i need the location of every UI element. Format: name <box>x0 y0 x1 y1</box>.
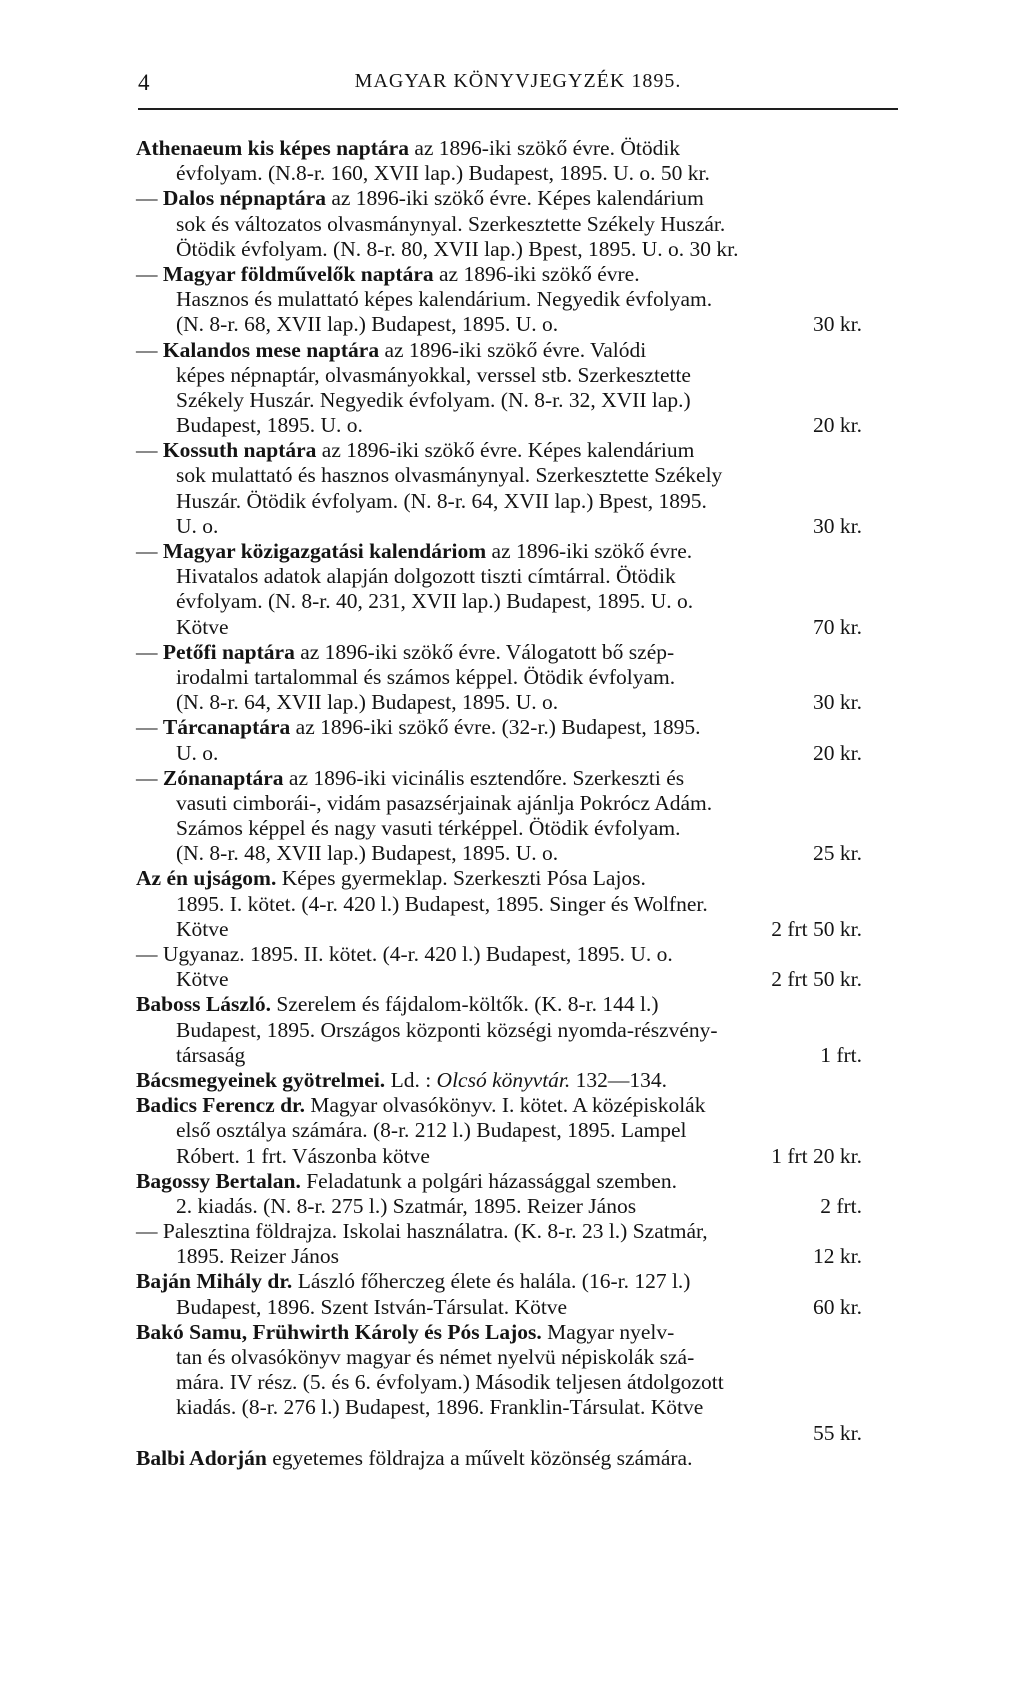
catalog-line <box>136 866 902 891</box>
price: 55 kr. <box>813 1420 862 1445</box>
entry-text: az 1896-iki szökő évre. <box>486 539 693 563</box>
line-text <box>176 816 681 841</box>
running-title: MAGYAR KÖNYVJEGYZÉK 1895. <box>354 70 682 92</box>
catalog-line <box>136 640 902 665</box>
line-text <box>136 1093 705 1118</box>
catalog-line <box>136 237 902 262</box>
entry-text: első osztálya számára. (8-r. 212 l.) Budapest, 1895. Lampel <box>176 1118 687 1143</box>
catalog-line <box>136 992 902 1017</box>
line-text <box>176 615 229 640</box>
line-text <box>176 589 693 614</box>
line-text <box>176 1395 703 1420</box>
catalog-line <box>136 1194 902 1219</box>
entry-text: Kötve <box>176 967 229 992</box>
catalog-line <box>136 1169 902 1194</box>
catalog-line <box>136 967 902 992</box>
catalog-line <box>136 463 902 488</box>
catalog-line <box>136 917 902 942</box>
catalog-line <box>136 212 902 237</box>
entry-text: — Palesztina földrajza. Iskolai használatra. (K. 8-r. 23 l.) Szatmár, <box>136 1219 708 1244</box>
line-text <box>176 690 558 715</box>
entry-text: Budapest, 1896. Szent István-Társulat. Kötve <box>176 1294 568 1319</box>
line-text <box>136 338 646 363</box>
line-text <box>176 237 739 262</box>
entry-text: — <box>136 715 163 740</box>
catalog-line <box>136 438 902 463</box>
entry-text: Feladatunk a polgári házassággal szemben. <box>300 1168 677 1193</box>
line-text <box>176 1244 339 1269</box>
catalog-line <box>136 1295 902 1320</box>
catalog-line <box>136 539 902 564</box>
entry-heading: Magyar közigazgatási kalendáriom <box>162 539 487 563</box>
line-text <box>136 438 694 463</box>
line-text <box>176 514 218 539</box>
line-text <box>176 1194 636 1219</box>
line-text <box>176 1370 724 1395</box>
entry-text: Ötödik évfolyam. (N. 8-r. 80, XVII lap.) Bpest, 1895. U. o. 30 kr. <box>176 236 739 261</box>
entry-heading: Petőfi naptára <box>162 639 295 664</box>
entry-text: képes népnaptár, olvasmányokkal, verssel stb. Szerkesztette <box>176 362 691 387</box>
entry-heading: Kossuth naptára <box>162 438 317 463</box>
entry-text: az 1896-iki vicinális esztendőre. Szerkeszti és <box>283 765 685 790</box>
entry-text: az 1896-iki szökő évre. Válogatott bő szép- <box>294 639 675 664</box>
line-text <box>176 1043 245 1068</box>
line-text <box>176 665 675 690</box>
line-text <box>176 161 710 186</box>
entry-heading: Baján Mihály dr. <box>136 1269 293 1294</box>
entry-text: az 1896-iki szökő évre. (32-r.) Budapest, 1895. <box>290 715 701 740</box>
entry-text: (N. 8-r. 68, XVII lap.) Budapest, 1895. U. o. <box>176 312 559 337</box>
line-text <box>176 1118 686 1143</box>
line-text <box>136 992 659 1017</box>
page-header <box>138 62 898 102</box>
price: 2 frt 50 kr. <box>771 916 862 941</box>
entry-text: Kötve <box>176 614 229 639</box>
entry-text: Képes gyermeklap. Szerkeszti Pósa Lajos. <box>276 866 646 891</box>
price: 12 kr. <box>813 1244 862 1269</box>
line-text <box>176 1345 694 1370</box>
entry-text: U. o. <box>176 513 219 538</box>
line-text <box>176 388 691 413</box>
price: 60 kr. <box>813 1294 862 1319</box>
entry-text: Budapest, 1895. U. o. <box>176 413 363 438</box>
header-rule <box>138 108 898 110</box>
catalog-line <box>136 791 902 816</box>
catalog-line <box>136 514 902 539</box>
line-text <box>136 1068 667 1093</box>
price: 2 frt 50 kr. <box>771 967 862 992</box>
entry-heading: Bagossy Bertalan. <box>136 1168 301 1193</box>
catalog-line <box>136 1043 902 1068</box>
line-text <box>176 1018 718 1043</box>
price: 30 kr. <box>813 690 862 715</box>
entry-text: — <box>136 639 163 664</box>
entry-text: társaság <box>176 1042 246 1067</box>
line-text <box>136 715 700 740</box>
entry-text: irodalmi tartalommal és számos képpel. Ötödik évfolyam. <box>176 664 676 689</box>
entry-text: évfolyam. (N.8-r. 160, XVII lap.) Budapest, 1895. U. o. 50 kr. <box>176 161 710 186</box>
catalog-line <box>136 1244 902 1269</box>
line-text <box>176 892 708 917</box>
entry-text: Róbert. 1 frt. Vászonba kötve <box>176 1143 430 1168</box>
price: 1 frt. <box>820 1042 862 1067</box>
entry-heading: Dalos népnaptára <box>162 186 326 211</box>
line-text <box>176 967 229 992</box>
catalog-line <box>136 564 902 589</box>
line-text <box>176 564 676 589</box>
line-text <box>176 212 725 237</box>
line-text <box>136 766 684 791</box>
catalog-line <box>136 161 902 186</box>
entry-text: Magyar nyelv- <box>541 1319 675 1344</box>
catalog-line <box>136 690 902 715</box>
price: 70 kr. <box>813 614 862 639</box>
line-text <box>136 1169 677 1194</box>
entry-text: az 1896-iki szökő évre. Ötödik <box>408 136 681 160</box>
entry-heading: Tárcanaptára <box>162 715 291 740</box>
line-text <box>136 539 692 564</box>
line-text <box>176 312 558 337</box>
catalog-line <box>136 942 902 967</box>
entry-text: az 1896-iki szökő évre. Képes kalendárium <box>325 186 704 211</box>
entry-heading: Bácsmegyeinek gyötrelmei. <box>136 1067 386 1092</box>
catalog-line <box>136 136 902 161</box>
entry-text: U. o. <box>176 740 219 765</box>
catalog-line <box>136 312 902 337</box>
catalog-line <box>136 665 902 690</box>
catalog-line <box>136 1093 902 1118</box>
catalog-line <box>136 892 902 917</box>
entry-text: az 1896-iki szökő évre. Képes kalendárium <box>316 438 695 463</box>
entry-text: egyetemes földrajza a művelt közönség számára. <box>266 1445 693 1470</box>
catalog-line <box>136 186 902 211</box>
line-text <box>176 287 712 312</box>
entry-text: — <box>136 765 163 790</box>
catalog-line <box>136 715 902 740</box>
entry-heading: Kalandos mese naptára <box>162 337 380 362</box>
catalog-line <box>136 816 902 841</box>
catalog-line <box>136 413 902 438</box>
price: 20 kr. <box>813 413 862 438</box>
catalog-line <box>136 1421 902 1446</box>
catalog-line <box>136 1018 902 1043</box>
entry-text: — <box>136 261 163 286</box>
line-text <box>136 1269 690 1294</box>
line-text <box>176 413 363 438</box>
catalog-line <box>136 1446 902 1471</box>
line-text <box>136 1446 692 1471</box>
line-text <box>136 186 704 211</box>
entry-heading: Magyar földművelők naptára <box>162 261 434 286</box>
catalog-line <box>136 1144 902 1169</box>
catalog-line <box>136 287 902 312</box>
entry-heading: Az én ujságom. <box>136 866 277 891</box>
entry-text: sok és változatos olvasmánynyal. Szerkesztette Székely Huszár. <box>176 211 726 236</box>
line-text <box>176 791 712 816</box>
line-text <box>176 917 229 942</box>
price: 1 frt 20 kr. <box>771 1143 862 1168</box>
price: 20 kr. <box>813 740 862 765</box>
catalog-line <box>136 1269 902 1294</box>
entry-text: Székely Huszár. Negyedik évfolyam. (N. 8-r. 32, XVII lap.) <box>176 387 691 412</box>
entry-text: Hasznos és mulattató képes kalendárium. Negyedik évfolyam. <box>176 287 713 312</box>
catalog-line <box>136 388 902 413</box>
entry-text: vasuti cimborái-, vidám pasazsérjainak ajánlja Pokrócz Adám. <box>176 790 713 815</box>
line-text <box>176 363 691 388</box>
catalog-line <box>136 741 902 766</box>
line-text <box>176 489 707 514</box>
entry-text: — Ugyanaz. 1895. II. kötet. (4-r. 420 l.) Budapest, 1895. U. o. <box>136 942 673 966</box>
entry-text: az 1896-iki szökő évre. Valódi <box>379 337 647 362</box>
entry-text: mára. IV rész. (5. és 6. évfolyam.) Második teljesen átdolgozott <box>176 1370 724 1395</box>
price: 30 kr. <box>813 513 862 538</box>
page-number: 4 <box>138 70 150 95</box>
catalog-line <box>136 489 902 514</box>
entry-text: Hivatalos adatok alapján dolgozott tiszti címtárral. Ötödik <box>176 564 676 589</box>
catalog-line <box>136 262 902 287</box>
entry-text: évfolyam. (N. 8-r. 40, 231, XVII lap.) Budapest, 1895. U. o. <box>176 589 694 614</box>
catalog-line <box>136 841 902 866</box>
line-text <box>136 640 674 665</box>
catalog-line <box>136 1219 902 1244</box>
entry-text: kiadás. (8-r. 276 l.) Budapest, 1896. Franklin-Társulat. Kötve <box>176 1395 704 1420</box>
line-text <box>176 1144 430 1169</box>
line-text <box>136 136 680 161</box>
entry-text: — <box>136 186 163 211</box>
entry-text: 132—134. <box>570 1067 668 1092</box>
line-text <box>136 262 640 287</box>
line-text <box>176 463 722 488</box>
catalog-line <box>136 1320 902 1345</box>
line-text <box>136 1219 708 1244</box>
price: 2 frt. <box>820 1193 862 1218</box>
entry-text: Szerelem és fájdalom-költők. (K. 8-r. 144 l.) <box>271 992 659 1017</box>
entry-text: 1895. I. kötet. (4-r. 420 l.) Budapest, 1895. Singer és Wolfner. <box>176 891 708 916</box>
entry-heading: Athenaeum kis képes naptára <box>136 136 409 160</box>
catalog-line <box>136 363 902 388</box>
italic-reference: Olcsó könyvtár. <box>436 1067 571 1092</box>
entry-text: — <box>136 539 163 563</box>
entry-text: Ld. : <box>385 1067 437 1092</box>
catalog-line <box>136 1118 902 1143</box>
catalog-line <box>136 1395 902 1420</box>
entry-text: László főherczeg élete és halála. (16-r. 127 l.) <box>292 1269 691 1294</box>
entry-heading: Badics Ferencz dr. <box>136 1093 305 1118</box>
line-text <box>136 942 673 967</box>
price: 30 kr. <box>813 312 862 337</box>
catalog-line <box>136 766 902 791</box>
entry-text: Kötve <box>176 916 229 941</box>
entry-text: sok mulattató és hasznos olvasmánynyal. Szerkesztette Székely <box>176 463 723 488</box>
line-text <box>136 866 646 891</box>
entry-text: — <box>136 337 163 362</box>
entry-text: 1895. Reizer János <box>176 1244 340 1269</box>
entry-heading: Bakó Samu, Frühwirth Károly és Pós Lajos. <box>136 1319 542 1344</box>
catalog-line <box>136 615 902 640</box>
price: 25 kr. <box>813 841 862 866</box>
catalog-line <box>136 1068 902 1093</box>
line-text <box>176 841 558 866</box>
entry-text: tan és olvasókönyv magyar és német nyelvü népiskolák szá- <box>176 1345 695 1369</box>
entry-text: — <box>136 438 163 463</box>
line-text <box>136 1320 674 1345</box>
entry-text: (N. 8-r. 48, XVII lap.) Budapest, 1895. U. o. <box>176 841 559 866</box>
entry-text: Huszár. Ötödik évfolyam. (N. 8-r. 64, XVII lap.) Bpest, 1895. <box>176 488 707 513</box>
entry-text: Számos képpel és nagy vasuti térképpel. Ötödik évfolyam. <box>176 816 681 841</box>
catalog-line <box>136 589 902 614</box>
entry-text: az 1896-iki szökő évre. <box>433 261 640 286</box>
line-text <box>176 741 218 766</box>
entry-heading: Zónanaptára <box>162 765 284 790</box>
entry-text: 2. kiadás. (N. 8-r. 275 l.) Szatmár, 1895. Reizer János <box>176 1193 637 1218</box>
entry-text: Magyar olvasókönyv. I. kötet. A középiskolák <box>305 1093 706 1118</box>
catalog-line <box>136 1345 902 1370</box>
line-text <box>176 1295 567 1320</box>
entry-text: Budapest, 1895. Országos központi községi nyomda-részvény- <box>176 1017 718 1042</box>
catalog-line <box>136 1370 902 1395</box>
entry-heading: Balbi Adorján <box>136 1445 267 1470</box>
entry-text: (N. 8-r. 64, XVII lap.) Budapest, 1895. U. o. <box>176 690 559 715</box>
catalog-line <box>136 338 902 363</box>
catalog-listing <box>136 136 902 1471</box>
entry-heading: Baboss László. <box>136 992 272 1017</box>
